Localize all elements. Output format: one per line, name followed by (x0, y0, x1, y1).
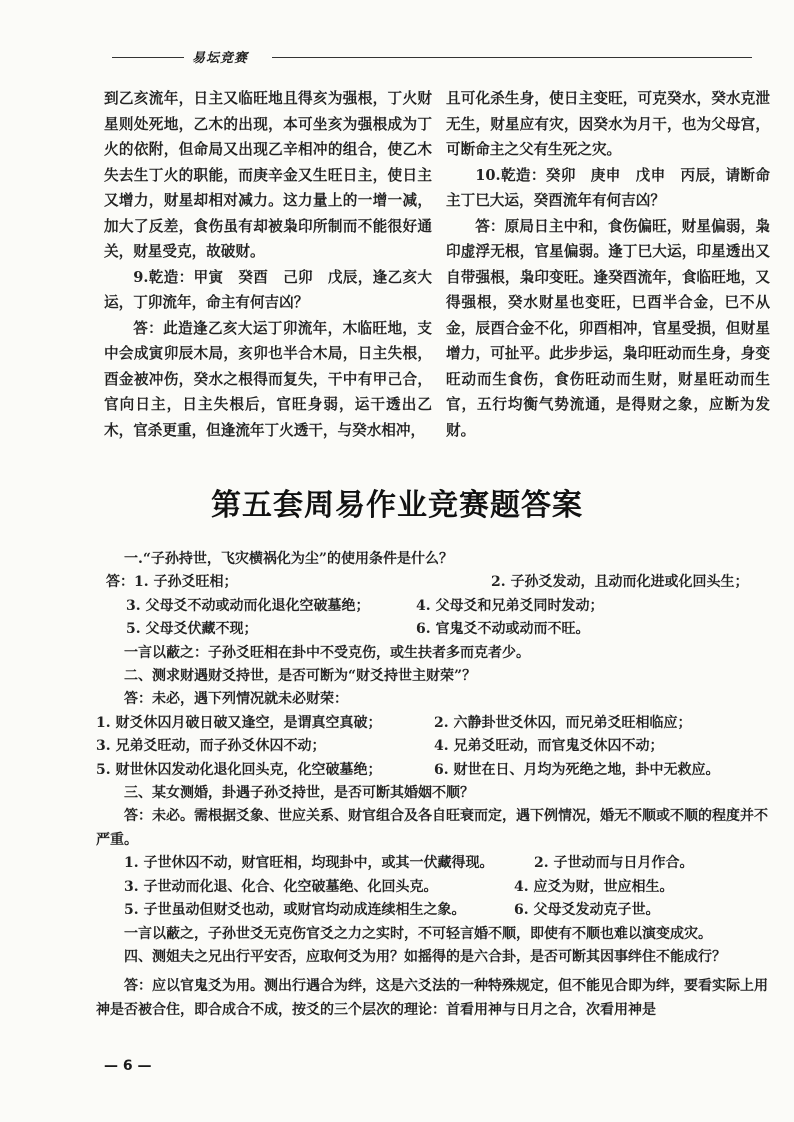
answer-item: 6. 财世在日、月均为死绝之地，卦中无救应。 (434, 761, 720, 778)
answer-1-row (96, 595, 768, 618)
left-paragraph: 答：此造逢乙亥大运丁卯流年，木临旺地，支中会成寅卯辰木局，亥卯也半合木局，日主失根，酉金被冲伤，癸水之根得而复失，干中有甲己合，官向日主，日主失根后，官旺身弱，运干透出乙木，官杀更重，但逢流年丁火透干，与癸水相冲， (104, 319, 432, 439)
answer-item: 5. 子世虽动但财爻也动，或财官均动成连续相生之象。 (124, 902, 466, 919)
answer-1-row (96, 571, 768, 594)
answer-3-intro: 答：未必。需根据爻象、世应关系、财官组合及各自旺衰而定，遇下例情况，婚无不顺或不顺的程度并不严重。 (96, 808, 768, 848)
answer-3-row (96, 899, 768, 922)
answer-2-row (96, 735, 768, 758)
answer-3-summary: 一言以蔽之，子孙世爻无克伤官爻之力之实时，不可轻言婚不顺，即使有不顺也难以演变成灾。 (124, 925, 712, 942)
question-2: 二、测求财遇财爻持世，是否可断为“财爻持世主财荣”？ (124, 668, 477, 685)
answers-section (96, 548, 768, 1022)
header-title: 易坛竞赛 (192, 51, 249, 66)
left-paragraph: 到乙亥流年，日主又临旺地且得亥为强根，丁火财星则处死地，乙木的出现，本可坐亥为强根成为丁火的依附，但命局又出现乙辛相冲的组合，使乙木失去生丁火的职能，而庚辛金又生旺日主，使日主又增力，财星却相对减力。这力量上的一增一减，加大了反差，食伤虽有却被枭印所制而不能很好通关，财星受克，故破财。 (104, 90, 432, 260)
answer-prefix: 答： (106, 574, 134, 591)
header-rule-right (272, 57, 752, 58)
right-paragraph: 且可化杀生身，使日主变旺，可克癸水，癸水克泄无生，财星应有灾，因癸水为月干，也为父母宫，可断命主之父有生死之灾。 (446, 90, 770, 158)
header-rule-left (112, 57, 184, 58)
answer-item: 4. 应爻为财，世应相生。 (514, 878, 674, 895)
answer-item: 6. 父母爻发动克子世。 (514, 902, 660, 919)
page-title: 第五套周易作业竞赛题答案 (211, 488, 583, 523)
left-column (104, 86, 432, 443)
question-4: 四、测姐夫之兄出行平安否，应取何爻为用？如摇得的是六合卦，是否可断其因事绊住不能成行？ (124, 948, 726, 965)
question-1: 一.“子孙持世，飞灾横祸化为尘”的使用条件是什么？ (124, 551, 453, 567)
answer-4: 答：应以官鬼爻为用。测出行遇合为绊，这是六爻法的一种特殊规定，但不能见合即为绊，要看实际上用神是否被合住，即合成合不成，按爻的三个层次的理论：首看用神与日月之合，次看用神是 (96, 978, 768, 1018)
answer-item: 5. 财世休囚发动化退化回头克，化空破墓绝； (96, 761, 382, 778)
answer-3-row (96, 852, 768, 875)
right-paragraph: 10.乾造：癸卯 庚申 戊申 丙辰，请断命主丁巳大运，癸酉流年有何吉凶？ (446, 166, 770, 209)
page-number: — 6 — (104, 1058, 152, 1074)
answer-item: 3. 父母爻不动或动而化退化空破墓绝； (126, 597, 370, 614)
answer-2-row (96, 712, 768, 735)
question-3: 三、某女测婚，卦遇子孙爻持世，是否可断其婚姻不顺？ (124, 785, 474, 802)
answer-item: 2. 六静卦世爻休囚，而兄弟爻旺相临应； (434, 714, 692, 731)
left-paragraph: 9.乾造：甲寅 癸酉 己卯 戊辰，逢乙亥大运，丁卯流年，命主有何吉凶？ (104, 268, 432, 311)
answer-item: 1. 子世休囚不动，财官旺相，均现卦中，或其一伏藏得现。 (124, 855, 494, 872)
answer-item: 2. 子世动而与日月作合。 (534, 855, 694, 872)
running-header (112, 47, 752, 67)
right-column (446, 86, 770, 443)
answer-item: 5. 父母爻伏藏不现； (126, 621, 258, 638)
answer-item: 3. 兄弟爻旺动，而子孙爻休囚不动； (96, 738, 326, 755)
answer-item: 1. 子孙爻旺相； (134, 574, 238, 591)
answer-item: 1. 财爻休囚月破日破又逢空，是谓真空真破； (96, 714, 382, 731)
answer-item: 2. 子孙爻发动，且动而化进或化回头生； (491, 574, 749, 591)
answer-1-row (96, 618, 768, 641)
answer-item: 6. 官鬼爻不动或动而不旺。 (416, 621, 590, 638)
answer-1-summary: 一言以蔽之：子孙爻旺相在卦中不受克伤，或生扶者多而克者少。 (124, 644, 530, 661)
answer-2-intro: 答：未必，遇下列情况就未必财荣： (124, 691, 348, 708)
right-paragraph: 答：原局日主中和，食伤偏旺，财星偏弱，枭印虚浮无根，官星偏弱。逢丁巳大运，印星透出又自带强根，枭印变旺。逢癸酉流年，食临旺地，又得强根，癸水财星也变旺，巳酉半合金，巳不从金，辰酉合金不化，卯酉相冲，官星受损，但财星增力，可扯平。此步步运，枭印旺动而生身，身变旺动而生食伤，食伤旺动而生财，财星旺动而生官，五行均衡气势流通，是得财之象，应断为发财。 (446, 217, 770, 439)
answer-2-row (96, 759, 768, 782)
answer-item: 4. 兄弟爻旺动，而官鬼爻休囚不动； (434, 738, 664, 755)
answer-item: 4. 父母爻和兄弟爻同时发动； (416, 597, 604, 614)
answer-3-row (96, 876, 768, 899)
answer-item: 3. 子世动而化退、化合、化空破墓绝、化回头克。 (124, 878, 438, 895)
